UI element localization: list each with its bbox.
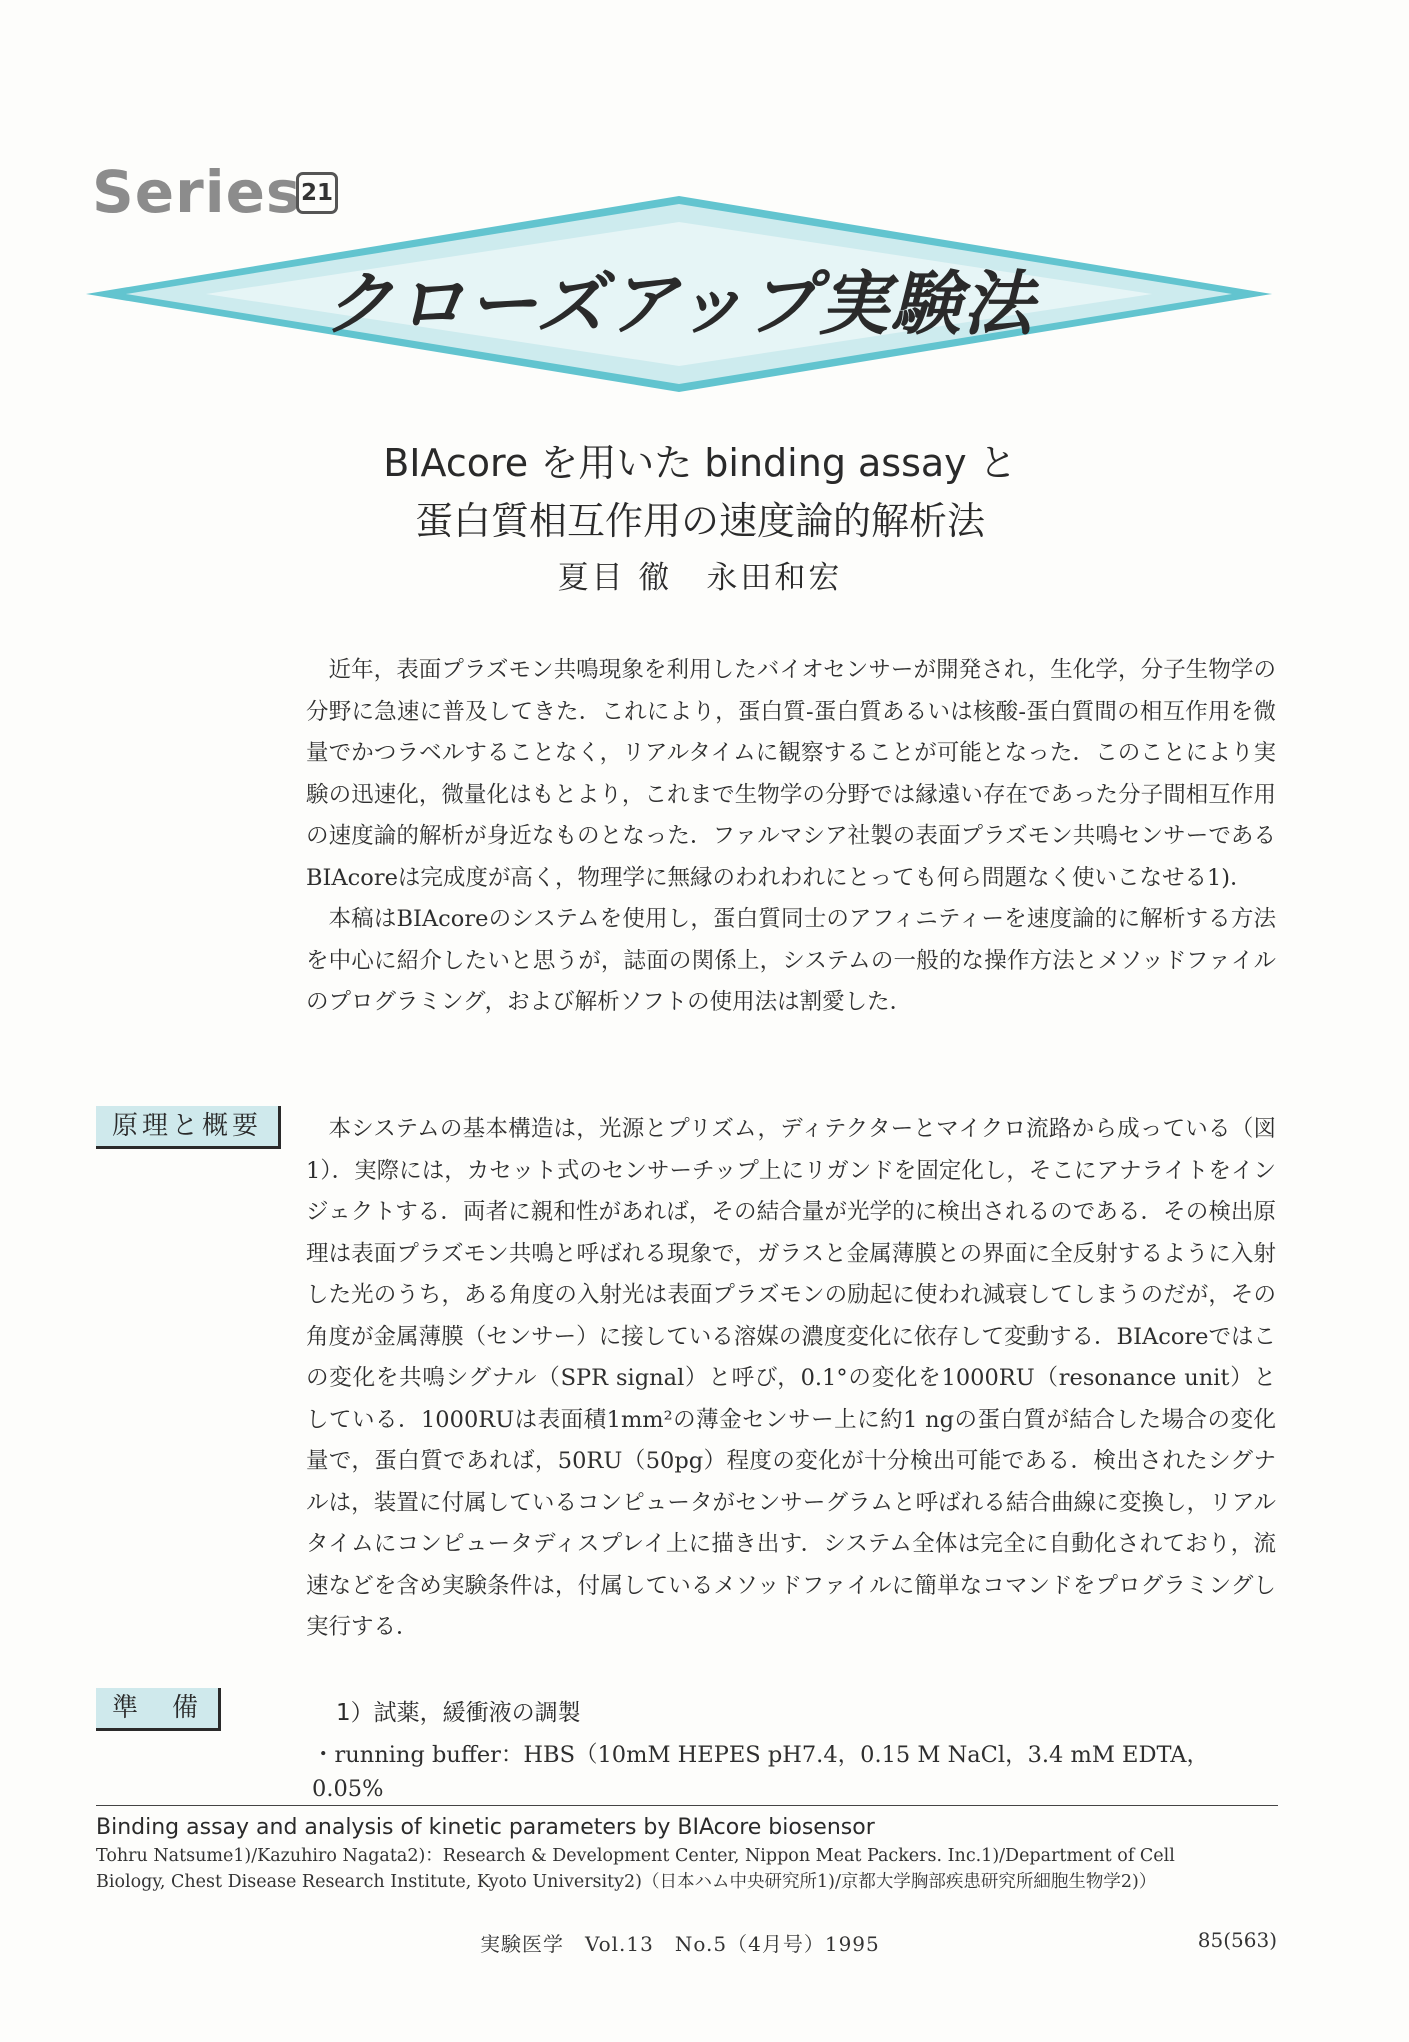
- subhead-reagents: 1）試薬，緩衝液の調製: [336, 1700, 581, 1726]
- footer-divider: [96, 1805, 1278, 1806]
- abstract-paragraph-2: 本稿はBIAcoreのシステムを使用し，蛋白質同士のアフィニティーを速度論的に解析する方法を中心に紹介したいと思うが，誌面の関係上，システムの一般的な操作方法とメソッドファイルのプログラミング，および解析ソフトの使用法は割愛した．: [306, 906, 1276, 1015]
- affiliation-line-1: Tohru Natsume1)/Kazuhiro Nagata2)：Research & Development Center, Nippon Meat Packers. Inc.1)/Department of Cell: [96, 1846, 1175, 1866]
- principle-paragraph: 本システムの基本構造は，光源とプリズム，ディテクターとマイクロ流路から成っている（図1）．実際には，カセット式のセンサーチップ上にリガンドを固定化し，そこにアナライトをインジェクトする．両者に親和性があれば，その結合量が光学的に検出されるのである．その検出原理は表面プラズモン共鳴と呼ばれる現象で，ガラスと金属薄膜との界面に全反射するように入射した光のうち，ある角度の入射光は表面プラズモンの励起に使われ減衰してしまうのだが，その角度が金属薄膜（センサー）に接している溶媒の濃度変化に依存して変動する．BIAcoreではこの変化を共鳴シグナル（SPR signal）と呼び，0.1°の変化を1000RU（resonance unit）としている．1000RUは表面積1mm²の薄金センサー上に約1 ngの蛋白質が結合した場合の変化量で，蛋白質であれば，50RU（50pg）程度の変化が十分検出可能である．検出されたシグナルは，装置に付属しているコンピュータがセンサーグラムと呼ばれる結合曲線に変換し，リアルタイムにコンピュータディスプレイ上に描き出す．システム全体は完全に自動化されており，流速などを含め実験条件は，付属しているメソッドファイルに簡単なコマンドをプログラミングし実行する．: [306, 1116, 1276, 1640]
- series-number: 21: [296, 172, 338, 214]
- section-principle-body: [306, 1109, 1276, 1649]
- series-title: クローズアップ実験法: [323, 263, 1035, 345]
- journal-citation: 実験医学 Vol.13 No.5（4月号）1995: [480, 1932, 880, 1956]
- abstract-paragraph-1: 近年，表面プラズモン共鳴現象を利用したバイオセンサーが開発され，生化学，分子生物学の分野に急速に普及してきた．これにより，蛋白質-蛋白質あるいは核酸-蛋白質間の相互作用を微量でかつラベルすることなく，リアルタイムに観察することが可能となった．このことにより実験の迅速化，微量化はもとより，これまで生物学の分野では縁遠い存在であった分子間相互作用の速度論的解析が身近なものとなった．ファルマシア社製の表面プラズモン共鳴センサーであるBIAcoreは完成度が高く，物理学に無縁のわれわれにとっても何ら問題なく使いこなせる1)．: [306, 657, 1276, 891]
- english-title: Binding assay and analysis of kinetic parameters by BIAcore biosensor: [96, 1815, 875, 1840]
- article-title-line2: 蛋白質相互作用の速度論的解析法: [414, 499, 985, 543]
- bullet-running-buffer: ・running buffer：HBS（10mM HEPES pH7.4，0.15 M NaCl，3.4 mM EDTA，0.05%: [312, 1742, 1210, 1802]
- authors: 夏目 徹 永田和宏: [557, 560, 843, 596]
- affiliation-line-2: Biology, Chest Disease Research Institute, Kyoto University2)（日本ハム中央研究所1)/京都大学胸部疾患研究所細胞生物学2)）: [96, 1872, 1157, 1892]
- article-title-line1: BIAcore を用いた binding assay と: [383, 441, 1017, 485]
- page-number: 85(563): [1197, 1928, 1277, 1952]
- section-label-principle: 原理と概要: [96, 1106, 281, 1149]
- section-label-preparation: 準 備: [96, 1688, 221, 1731]
- author-affiliations: [96, 1843, 1278, 1895]
- series-label: Series: [92, 158, 302, 226]
- abstract: [306, 650, 1276, 1024]
